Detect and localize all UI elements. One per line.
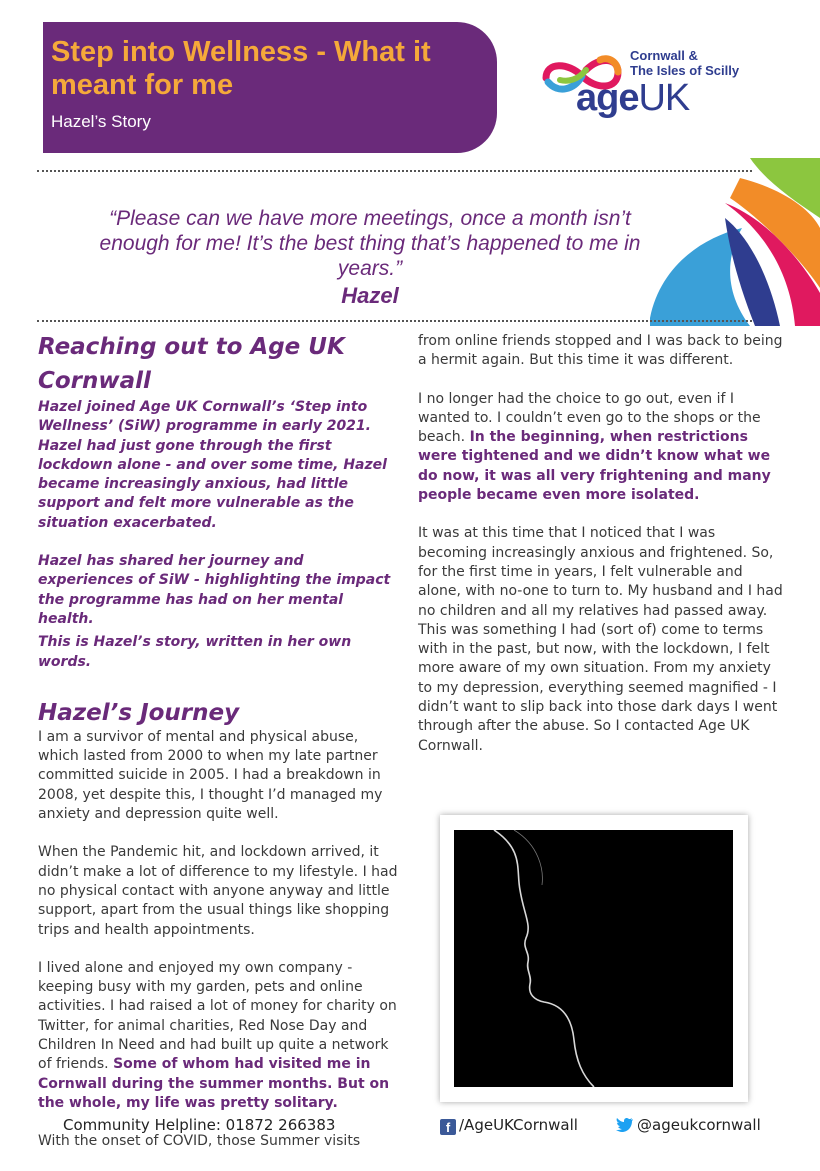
quote-text: “Please can we have more meetings, once a month isn’t enough for me! It’s the best thing that’s happened to me in years.”	[99, 207, 641, 280]
divider-bottom	[37, 320, 752, 322]
twitter-link[interactable]: @ageukcornwall	[616, 1116, 761, 1134]
body-paragraph: from online friends stopped and I was back to being a hermit again. But this time it was different.	[418, 333, 783, 369]
logo-region-text: Cornwall & The Isles of Scilly	[630, 48, 740, 78]
body-paragraph: With the onset of COVID, those Summer visits	[38, 1133, 361, 1150]
header-banner	[43, 22, 497, 153]
logo-wordmark: ageUK	[576, 77, 690, 119]
body-paragraph: I am a survivor of mental and physical abuse, which lasted from 2000 to when my late partner committed suicide in 2005. I had a breakdown in 2008, yet despite this, I thought I’d managed my anxiety and depression quite well.	[38, 728, 383, 823]
pull-quote	[80, 206, 660, 308]
body-paragraph: It was at this time that I noticed that I was becoming increasingly anxious and frightened. So, for the first time in years, I felt vulnerable and alone, with no-one to turn to. My husband and I had no children and all my relatives had passed away. This was something I had (sort of) come to terms with in the past, but now, with the lockdown, I felt more aware of my own situation. From my anxiety to my depression, everything seemed magnified - I didn’t want to slip back into those dark days I went through after the abuse. So I contacted Age UK Cornwall.	[418, 525, 783, 754]
intro-paragraph-2: Hazel has shared her journey and experiences of SiW - highlighting the impact the programme has had on her mental health.	[38, 553, 391, 627]
silhouette-profile-icon	[454, 830, 733, 1087]
page-title: Step into Wellness - What it meant for me	[51, 36, 431, 101]
quote-author: Hazel	[341, 283, 399, 308]
photo-frame	[440, 815, 748, 1102]
age-uk-logo	[538, 48, 748, 128]
right-column	[418, 332, 783, 775]
facebook-link[interactable]: f /AgeUKCornwall	[440, 1116, 578, 1135]
facebook-icon: f	[440, 1119, 456, 1135]
heading-reaching-out: Reaching out to Age UK Cornwall	[38, 334, 345, 394]
silhouette-photo	[454, 830, 733, 1087]
heading-hazels-journey: Hazel’s Journey	[38, 699, 240, 726]
intro-paragraph-3: This is Hazel’s story, written in her own words.	[38, 634, 352, 670]
twitter-icon	[616, 1117, 634, 1132]
intro-paragraph-1: Hazel joined Age UK Cornwall’s ‘Step into Wellness’ (SiW) programme in early 2021. Hazel had just gone through the first lockdown alone - and over some time, Hazel became increasingly anxious, had little support and felt more vulnerable as the situation exacerbated.	[38, 399, 387, 531]
body-paragraph: I no longer had the choice to go out, even if I wanted to. I couldn’t even go to the shops or the beach. In the beginning, when restrictions were tightened and we didn’t know what we do now, it was all very frightening and many people became even more isolated.	[418, 390, 771, 504]
body-paragraph: I lived alone and enjoyed my own company - keeping busy with my garden, pets and online activities. I had raised a lot of money for charity on Twitter, for animal charities, Red Nose Day and Children In Need and had built up quite a network of friends. Some of whom had visited me in Cornwall during the summer months. But on the whole, my life was pretty solitary.	[38, 959, 397, 1111]
helpline-text: Community Helpline: 01872 266383	[63, 1116, 336, 1134]
left-column	[38, 330, 400, 1171]
body-paragraph: When the Pandemic hit, and lockdown arrived, it didn’t make a lot of difference to my lifestyle. I had no physical contact with anyone anyway and little support, apart from the usual things like shopping trips and health appointments.	[38, 844, 398, 938]
page-subtitle: Hazel’s Story	[51, 112, 151, 131]
